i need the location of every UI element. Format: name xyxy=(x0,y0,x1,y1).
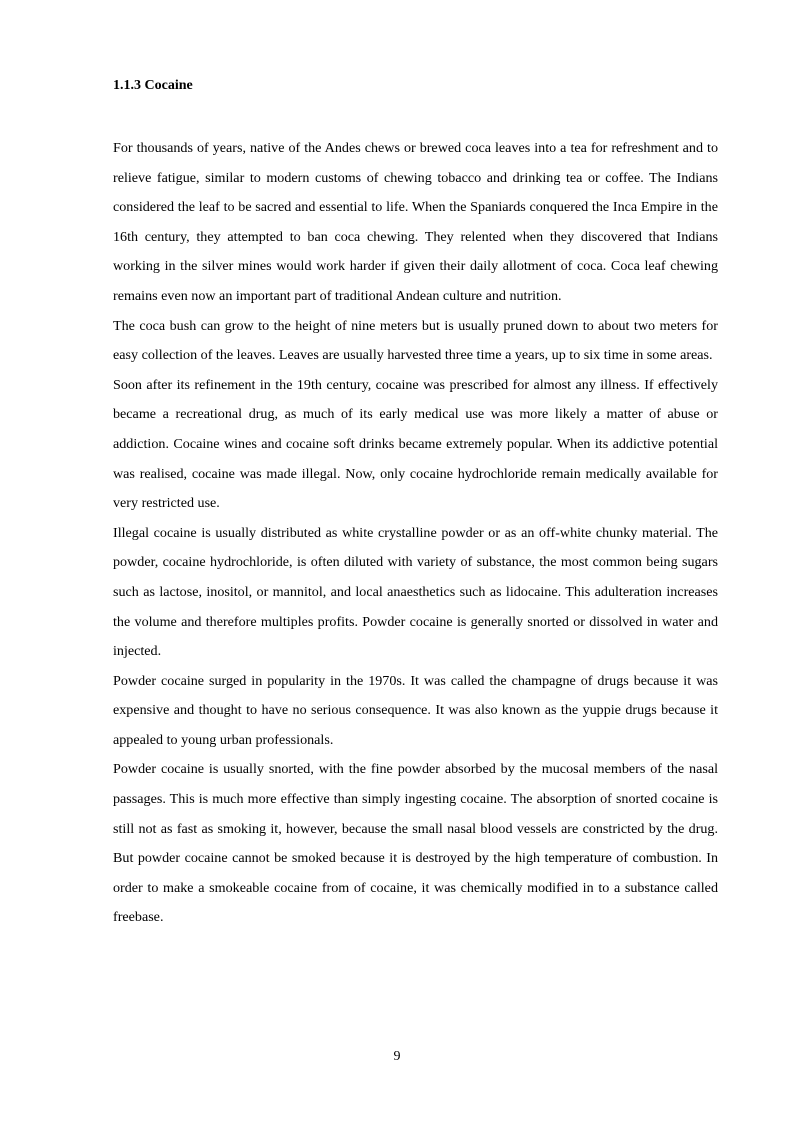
paragraph-illegal-cocaine: Illegal cocaine is usually distributed as white crystalline powder or as an off-white chunky material. The powder, cocaine hydrochloride, is often diluted with variety of substance, the most common being sugars such as lactose, inositol, or mannitol, and local anaesthetics such as lidocaine. This adulteration increases the volume and therefore multiples profits. Powder cocaine is generally snorted or dissolved in water and injected. xyxy=(113,524,718,660)
paragraph-powder-popularity: Powder cocaine surged in popularity in the 1970s. It was called the champagne of drugs because it was expensive and thought to have no serious consequence. It was also known as the yuppie drugs because it appealed to young urban professionals. xyxy=(113,672,718,748)
paragraph-coca-bush: The coca bush can grow to the height of nine meters but is usually pruned down to about two meters for easy collection of the leaves. Leaves are usually harvested three time a years, up to six time in some areas. xyxy=(113,317,718,364)
section-heading: 1.1.3 Cocaine xyxy=(113,78,193,93)
paragraph-snorting: Powder cocaine is usually snorted, with the fine powder absorbed by the mucosal members of the nasal passages. This is much more effective than simply ingesting cocaine. The absorption of snorted cocaine is still not as fast as smoking it, however, because the small nasal blood vessels are constricted by the drug. But powder cocaine cannot be smoked because it is destroyed by the high temperature of combustion. In order to make a smokeable cocaine from of cocaine, it was chemically modified in to a substance called freebase. xyxy=(113,761,718,926)
paragraph-coca-history: For thousands of years, native of the Andes chews or brewed coca leaves into a tea for refreshment and to relieve fatigue, similar to modern customs of chewing tobacco and drinking tea or coffee. The Indians considered the leaf to be sacred and essential to life. When the Spaniards conquered the Inca Empire in the 16th century, they attempted to ban coca chewing. They relented when they discovered that Indians working in the silver mines would work harder if given their daily allotment of coca. Coca leaf chewing remains even now an important part of traditional Andean culture and nutrition. xyxy=(113,140,718,304)
body-text xyxy=(113,134,718,933)
paragraph-refinement: Soon after its refinement in the 19th century, cocaine was prescribed for almost any illness. If effectively became a recreational drug, as much of its early medical use was more likely a matter of abuse or addiction. Cocaine wines and cocaine soft drinks became extremely popular. When its addictive potential was realised, cocaine was made illegal. Now, only cocaine hydrochloride remain medically available for very restricted use. xyxy=(113,376,718,512)
page-number: 9 xyxy=(393,1049,401,1064)
